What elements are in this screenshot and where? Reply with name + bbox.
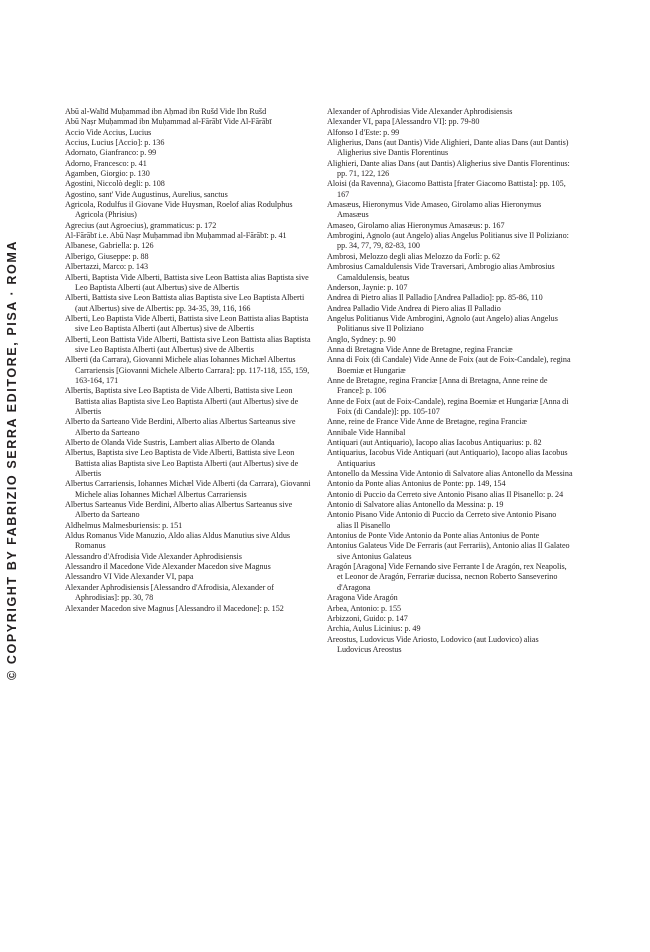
index-entry: Alberti, Leo Baptista Vide Alberti, Battista sive Leon Battista alias Baptista sive Leo Baptista Alberti (aut Albertus) sive de Albertis <box>65 313 309 334</box>
index-entry: Areostus, Ludovicus Vide Ariosto, Lodovico (aut Ludovico) alias Ludovicus Areostus <box>327 634 539 654</box>
index-entry: Accius, Lucius [Accio]: p. 136 <box>65 138 165 148</box>
index-entry: Antonello da Messina Vide Antonio di Salvatore alias Antonello da Messina <box>327 469 573 479</box>
index-entry: Alberigo, Giuseppe: p. 88 <box>65 251 149 261</box>
index-entry: Antiquarius, Iacobus Vide Antiquari (aut Antiquario), Iacopo alias Iacobus Antiquarius <box>327 448 568 468</box>
index-entry: Anne, reine de France Vide Anne de Bretagne, regina Franciæ <box>327 417 527 427</box>
index-entry: Annibale Vide Hannibal <box>327 427 406 437</box>
index-entry: Ambrosi, Melozzo degli alias Melozzo da Forlì: p. 62 <box>327 251 501 261</box>
index-entry: Ambrosius Camaldulensis Vide Traversari, Ambrogio alias Ambrosius Camaldulensis, beatus <box>327 262 555 282</box>
index-entry: Adorno, Francesco: p. 41 <box>65 158 147 168</box>
index-entry: Adornato, Gianfranco: p. 99 <box>65 148 157 158</box>
index-entry: Albertazzi, Marco: p. 143 <box>65 262 149 272</box>
index-entry: Arbea, Antonio: p. 155 <box>327 603 402 613</box>
index-entry: Anne de Foix (aut de Foix-Candale), regina Boemiæ et Hungariæ [Anna di Foix (di Candale)]: pp. 105-107 <box>327 396 569 416</box>
index-entry: Agricola, Rodulfus il Giovane Vide Huysman, Roelof alias Rodulphus Agricola (Phrisius) <box>65 200 293 220</box>
index-entry: Antonio di Puccio da Cerreto sive Antonio Pisano alias Il Pisanello: p. 24 <box>327 489 564 499</box>
index-entry: Alberti, Leon Battista Vide Alberti, Battista sive Leon Battista alias Baptista sive Leo Baptista Alberti (aut Albertus) sive de Albertis <box>65 334 311 354</box>
index-entry: Alberto da Sarteano Vide Berdini, Alberto alias Albertus Sarteanus sive Alberto da Sarteano <box>65 417 296 437</box>
index-entry: Alberti (da Carrara), Giovanni Michele alias Iohannes Michæl Albertus Carrariensis [Giovanni Michele Alberto Carrara]: pp. 117-118, 155, 159, 163-164, 171 <box>65 355 310 385</box>
index-entry: Antonio da Ponte alias Antonius de Ponte: pp. 149, 154 <box>327 479 506 489</box>
index-entry: Amasæus, Hieronymus Vide Amaseo, Girolamo alias Hieronymus Amasæus <box>327 200 542 220</box>
index-entry: Alessandro il Macedone Vide Alexander Macedon sive Magnus <box>65 562 271 572</box>
index-entry: Alexander Macedon sive Magnus [Alessandro il Macedone]: p. 152 <box>65 603 284 613</box>
index-entry: Alessandro VI Vide Alexander VI, papa <box>65 572 194 582</box>
index-entry: Antiquari (aut Antiquario), Iacopo alias Iacobus Antiquarius: p. 82 <box>327 438 542 447</box>
index-entry: Archia, Aulus Licinius: p. 49 <box>327 624 421 634</box>
index-entry: Aldhelmus Malmesburiensis: p. 151 <box>65 520 183 530</box>
index-entry: Aragón [Aragona] Vide Fernando sive Ferrante I de Aragón, rex Neapolis, et Leonor de Aragón, Ferrariæ ducissa, necnon Roberto Sanseverino d'Aragona <box>327 562 567 592</box>
index-column-left <box>65 107 311 937</box>
index-entry: Alberti, Battista sive Leon Battista alias Baptista sive Leo Baptista Alberti (aut Albertus) sive de Albertis: pp. 34-35, 39, 116, 166 <box>65 293 305 313</box>
index-entry: Accio Vide Accius, Lucius <box>65 127 152 137</box>
index-entry: Anne de Bretagne, regina Franciæ [Anna di Bretagna, Anne reine de France]: p. 106 <box>327 375 548 396</box>
index-entry: Antonio di Salvatore alias Antonello da Messina: p. 19 <box>327 500 504 510</box>
index-entry: Albertus, Baptista sive Leo Baptista de Vide Alberti, Battista sive Leon Battista alias Baptista sive Leo Baptista Alberti (aut Albertus) sive de Albertis <box>65 448 299 479</box>
index-entry: Albertus Carrariensis, Iohannes Michæl Vide Alberti (da Carrara), Giovanni Michele alias Iohannes Michæl Albertus Carrariensis <box>65 479 311 499</box>
index-entry: Anna di Bretagna Vide Anne de Bretagne, regina Franciæ <box>327 344 513 354</box>
index-entry: Albanese, Gabriella: p. 126 <box>65 241 154 251</box>
index-entry: Antonius de Ponte Vide Antonio da Ponte alias Antonius de Ponte <box>327 531 540 541</box>
index-entry: Aldus Romanus Vide Manuzio, Aldo alias Aldus Manutius sive Aldus Romanus <box>65 531 291 551</box>
index-entry: Agamben, Giorgio: p. 130 <box>65 169 150 179</box>
index-entry: Andrea Palladio Vide Andrea di Piero alias Il Palladio <box>327 303 501 313</box>
index-entry: Alexander VI, papa [Alessandro VI]: pp. 79-80 <box>327 117 480 127</box>
index-entry: Antonio Pisano Vide Antonio di Puccio da Cerreto sive Antonio Pisano alias Il Pisanello <box>327 510 557 530</box>
index-entry: Aragona Vide Aragón <box>327 593 398 603</box>
index-column-right <box>327 107 573 937</box>
index-entry: Antonius Galateus Vide De Ferraris (aut Ferrariis), Antonio alias Il Galateo sive Antonius Galateus <box>327 541 570 561</box>
index-entry: Aligherius, Dans (aut Dantis) Vide Alighieri, Dante alias Dans (aut Dantis) Aligherius sive Dantis Florentinus <box>327 138 569 158</box>
index-entry: Albertus Sarteanus Vide Berdini, Alberto alias Albertus Sarteanus sive Alberto da Sarteano <box>65 500 293 520</box>
index-entry: Alfonso I d'Este: p. 99 <box>327 127 400 137</box>
index-entry: Aloisi (da Ravenna), Giacomo Battista [frater Giacomo Battista]: pp. 105, 167 <box>327 179 566 199</box>
index-entry: Abū al-Walīd Muḥammad ibn Aḥmad ibn Rušd Vide Ibn Rušd <box>65 107 267 116</box>
index-entry: Agrecius (aut Agroecius), grammaticus: p. 172 <box>65 220 217 230</box>
index-entry: Amaseo, Girolamo alias Hieronymus Amasæus: p. 167 <box>327 220 505 230</box>
index-entry: Albertis, Baptista sive Leo Baptista de Vide Alberti, Battista sive Leon Battista alias Baptista sive Leo Baptista Alberti (aut Albertus) sive de Albertis <box>65 386 299 416</box>
copyright-text: © COPYRIGHT BY FABRIZIO SERRA EDITORE, PISA · ROMA <box>5 240 19 680</box>
index-entry: Alberto de Olanda Vide Sustris, Lambert alias Alberto de Olanda <box>65 438 275 447</box>
copyright-notice <box>2 240 22 680</box>
index-entry: Anna di Foix (di Candale) Vide Anne de Foix (aut de Foix-Candale), regina Boemiæ et Hungariæ <box>327 355 571 375</box>
index-entry: Alexander Aphrodisiensis [Alessandro d'Afrodisia, Alexander of Aphrodisias]: pp. 30, 78 <box>65 582 274 603</box>
index-entry: Abū Naṣr Muḥammad ibn Muḥammad al-Fārābī Vide Al-Fārābī <box>65 117 272 127</box>
index-entry: Alberti, Baptista Vide Alberti, Battista sive Leon Battista alias Baptista sive Leo Baptista Alberti (aut Albertus) sive de Albertis <box>65 272 309 292</box>
index-page <box>65 107 573 937</box>
index-entry: Ambrogini, Agnolo (aut Angelo) alias Angelus Politianus sive Il Poliziano: pp. 34, 77, 79, 82-83, 100 <box>327 231 569 251</box>
index-entry: Al-Fārābī i.e. Abū Naṣr Muḥammad ibn Muḥammad al-Fārābī: p. 41 <box>65 231 287 241</box>
index-entry: Agostino, sant' Vide Augustinus, Aurelius, sanctus <box>65 189 228 199</box>
index-entry: Angelus Politianus Vide Ambrogini, Agnolo (aut Angelo) alias Angelus Politianus sive Il Poliziano <box>327 313 558 334</box>
index-entry: Andrea di Pietro alias Il Palladio [Andrea Palladio]: pp. 85-86, 110 <box>327 293 543 303</box>
index-entry: Arbizzoni, Guido: p. 147 <box>327 613 408 623</box>
index-entry: Alighieri, Dante alias Dans (aut Dantis) Aligherius sive Dantis Florentinus: pp. 71, 122, 126 <box>327 158 570 179</box>
index-entry: Agostini, Niccolò degli: p. 108 <box>65 179 165 189</box>
index-entry: Anglo, Sydney: p. 90 <box>327 334 396 344</box>
index-entry: Alexander of Aphrodisias Vide Alexander Aphrodisiensis <box>327 107 513 116</box>
index-entry: Anderson, Jaynie: p. 107 <box>327 282 408 292</box>
index-entry: Alessandro d'Afrodisia Vide Alexander Aphrodisiensis <box>65 551 242 561</box>
